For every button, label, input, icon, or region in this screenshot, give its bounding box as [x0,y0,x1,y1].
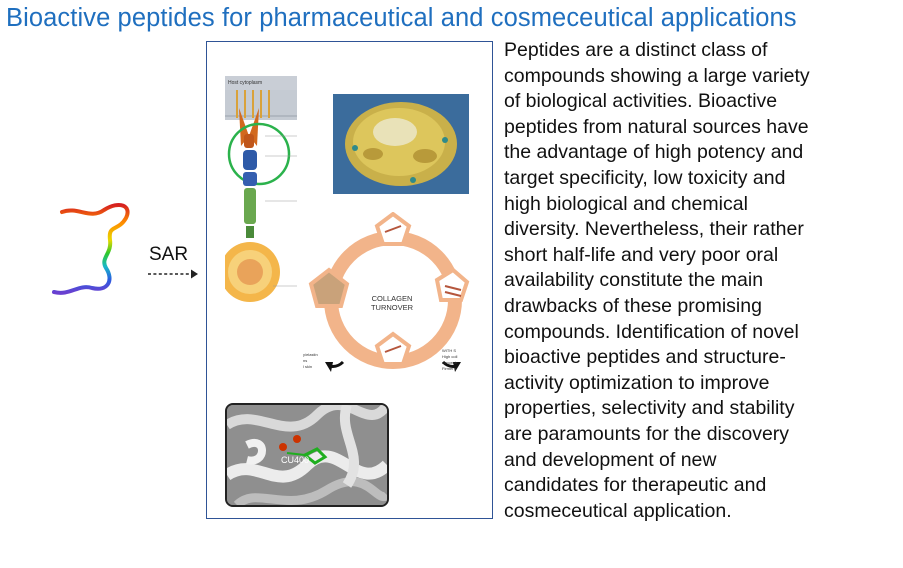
note-line: High coll [442,354,458,359]
description-line: are paramounts for the discovery [504,422,790,445]
description-line: compounds. Identification of novel [504,320,799,343]
description-line: short half-life and very poor oral [504,243,779,266]
description-line: cosmeceutical application. [504,499,732,522]
collagen-left-notes [303,352,318,370]
description-line: high biological and chemical [504,192,748,215]
note-line: WITH S [442,348,456,353]
description-text [504,38,899,524]
description-line: Peptides are a distinct class of [504,39,768,61]
description-line: compounds showing a large variety [504,64,810,87]
description-line: and development of new [504,448,717,471]
description-line: activity optimization to improve [504,371,770,394]
note-line: concentr [442,360,458,365]
collagen-right-notes [442,348,457,372]
note-line: ns [303,358,308,363]
description-line: the advantage of high potency and [504,141,804,164]
note-line: Firmer s [442,366,457,371]
docking-structure-image [225,403,389,507]
description-line: of biological activities. Bioactive [504,90,778,113]
page-title: Bioactive peptides for pharmaceutical and cosmeceutical applications [6,4,797,32]
docking-label: CU400 [281,455,310,465]
spike-protein-image [225,76,297,308]
sar-arrow [147,267,199,281]
collagen-label-line: TURNOVER [370,303,414,312]
sponge-photo [333,94,469,194]
description-line: target specificity, low toxicity and [504,166,786,189]
sar-label: SAR [149,244,189,265]
description-line: properties, selectivity and stability [504,397,795,420]
collagen-label-line: COLLAGEN [371,294,413,303]
peptide-structure-image [48,198,138,308]
description-line: bioactive peptides and structure- [504,346,786,369]
description-line: availability constitute the main [504,269,764,292]
note-line: l skin [303,364,313,369]
collagen-center-label [357,294,427,312]
spike-header-label: Host cytoplasm [225,76,297,90]
description-line: peptides from natural sources have [504,115,809,138]
docking-render [227,405,387,505]
figure-panel [206,41,493,519]
note-line: y/elastin [303,352,318,357]
description-line: diversity. Nevertheless, their rather [504,218,804,241]
description-line: candidates for therapeutic and [504,474,767,497]
description-line: drawbacks of these promising [504,294,762,317]
